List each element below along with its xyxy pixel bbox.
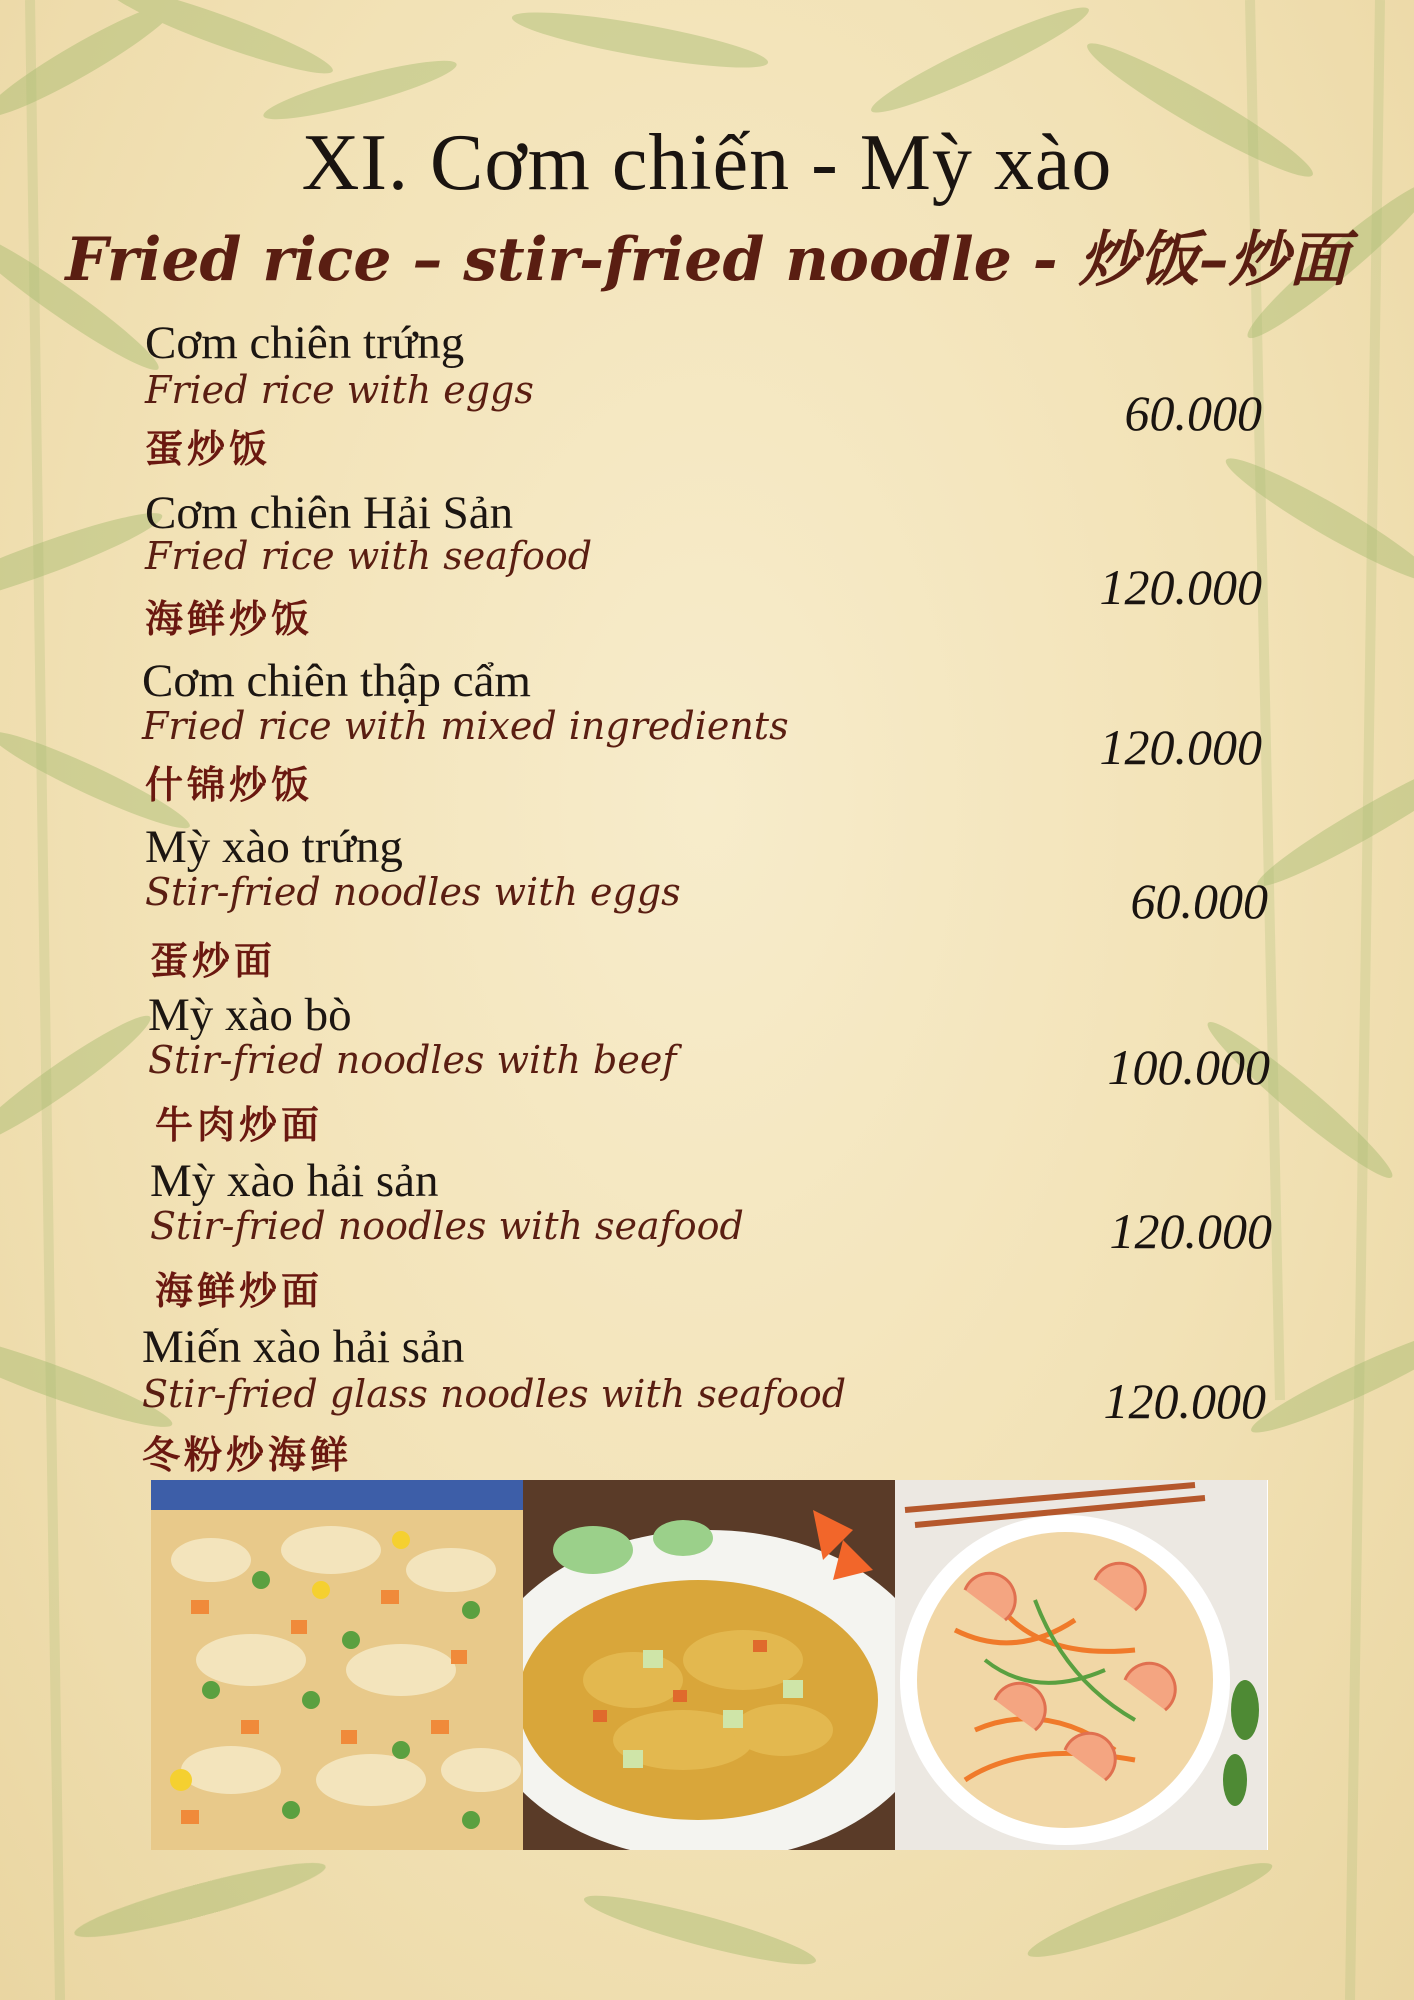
page-subtitle: Fried rice – stir-fried noodle - 炒饭–炒面 bbox=[65, 225, 1349, 295]
item-name-en: Stir-fried noodles with eggs bbox=[145, 870, 681, 914]
item-name-zh: 蛋炒饭 bbox=[145, 427, 272, 471]
item-price: 120.000 bbox=[1099, 559, 1262, 615]
item-name-vi: Mỳ xào bò bbox=[148, 989, 352, 1041]
item-price: 60.000 bbox=[1130, 873, 1268, 929]
item-name-zh: 蛋炒面 bbox=[150, 939, 277, 983]
page-title: XI. Cơm chiến - Mỳ xào bbox=[301, 119, 1113, 207]
item-name-vi: Miến xào hải sản bbox=[142, 1321, 465, 1373]
item-name-en: Fried rice with seafood bbox=[145, 534, 593, 578]
menu-item bbox=[0, 316, 1414, 476]
seafood-fried-rice-photo bbox=[151, 1480, 523, 1850]
item-name-zh: 海鲜炒饭 bbox=[145, 597, 314, 641]
item-price: 60.000 bbox=[1124, 385, 1262, 441]
item-name-vi: Cơm chiên trứng bbox=[145, 317, 465, 369]
menu-item bbox=[0, 654, 1414, 814]
menu-item bbox=[0, 820, 1414, 983]
item-name-vi: Cơm chiên Hải Sản bbox=[145, 487, 514, 539]
item-price: 120.000 bbox=[1109, 1203, 1272, 1259]
menu-item bbox=[0, 988, 1414, 1148]
item-name-vi: Mỳ xào hải sản bbox=[150, 1155, 439, 1207]
item-name-zh: 什锦炒饭 bbox=[145, 763, 314, 807]
item-name-vi: Cơm chiên thập cẩm bbox=[142, 655, 531, 707]
item-name-vi: Mỳ xào trứng bbox=[145, 821, 403, 873]
item-name-zh: 冬粉炒海鲜 bbox=[142, 1433, 353, 1477]
item-name-en: Stir-fried glass noodles with seafood bbox=[142, 1372, 847, 1416]
glass-noodles-seafood-photo bbox=[895, 1480, 1267, 1850]
item-name-en: Fried rice with eggs bbox=[145, 368, 534, 412]
item-price: 120.000 bbox=[1103, 1373, 1266, 1429]
menu-item bbox=[0, 1320, 1414, 1480]
item-name-en: Stir-fried noodles with beef bbox=[148, 1038, 677, 1082]
food-photo-strip bbox=[151, 1480, 1268, 1850]
item-name-en: Fried rice with mixed ingredients bbox=[142, 704, 789, 748]
menu-item bbox=[0, 1154, 1414, 1314]
item-price: 120.000 bbox=[1099, 719, 1262, 775]
item-name-zh: 海鲜炒面 bbox=[155, 1269, 324, 1313]
item-name-zh: 牛肉炒面 bbox=[155, 1103, 324, 1147]
menu-item bbox=[0, 486, 1414, 646]
mixed-fried-rice-photo bbox=[523, 1480, 895, 1850]
item-name-en: Stir-fried noodles with seafood bbox=[150, 1204, 744, 1248]
item-price: 100.000 bbox=[1107, 1039, 1270, 1095]
